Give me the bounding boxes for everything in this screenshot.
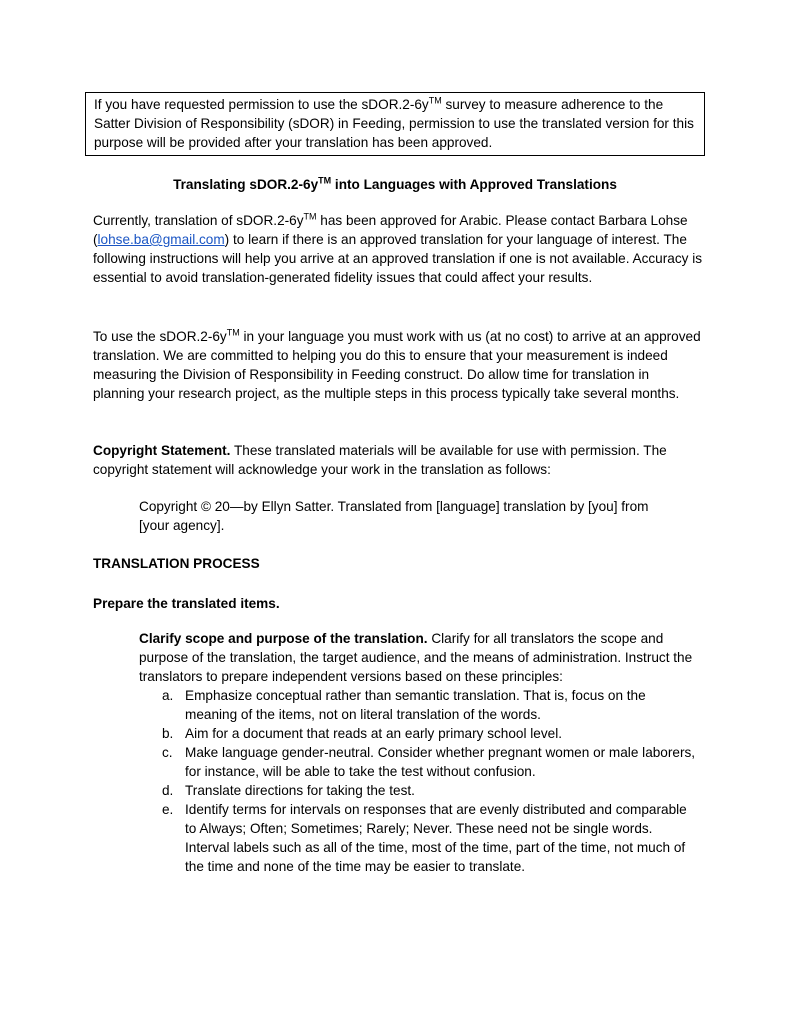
- permission-notice-box: [85, 92, 705, 156]
- para2-start: To use the sDOR.2-6y: [93, 329, 227, 344]
- notice-text-start: If you have requested permission to use the sDOR.2-6y: [94, 97, 429, 112]
- contact-email-link[interactable]: lohse.ba@gmail.com: [97, 232, 225, 247]
- trademark-mark: TM: [226, 327, 240, 338]
- trademark-mark: TM: [428, 95, 442, 106]
- notice-text-end: survey to measure adherence to the Satter Division of Responsibility (sDOR) in Feeding, permission to use the translated version for this purpose will be provided after your translation has been approved.: [94, 97, 694, 150]
- clarify-scope-paragraph: [139, 629, 699, 686]
- list-item: [139, 743, 699, 781]
- list-item-text: Aim for a document that reads at an early primary school level.: [185, 726, 563, 741]
- para1-middle: has been approved for Arabic. Please contact Barbara Lohse (: [93, 213, 688, 247]
- list-marker: b.: [162, 726, 174, 741]
- para1-start: Currently, translation of sDOR.2-6y: [93, 213, 304, 228]
- clarify-text: Clarify for all translators the scope and purpose of the translation, the target audience, and the means of administration. Instruct the translators to prepare independent versions based on these principles:: [139, 631, 693, 684]
- list-marker: a.: [162, 688, 174, 703]
- list-marker: e.: [162, 802, 174, 817]
- copyright-label: Copyright Statement.: [93, 443, 231, 458]
- list-item-text: Make language gender-neutral. Consider whether pregnant women or male laborers, for instance, will be able to take the test without confusion.: [185, 745, 696, 779]
- para1-end: ) to learn if there is an approved translation for your language of interest. The following instructions will help you arrive at an approved translation if one is not available. Accuracy is essential to avoid translation-generated fidelity issues that could affect your results.: [93, 232, 703, 285]
- list-item: [139, 724, 699, 743]
- clarify-label: Clarify scope and purpose of the translation.: [139, 631, 428, 646]
- list-item-text: Emphasize conceptual rather than semantic translation. That is, focus on the meaning of the items, not on literal translation of the words.: [185, 688, 646, 722]
- page-heading: [95, 175, 695, 194]
- list-marker: d.: [162, 783, 174, 798]
- trademark-mark: TM: [318, 175, 332, 186]
- list-item: [139, 781, 699, 800]
- permission-notice-text: [94, 95, 696, 152]
- copyright-text: These translated materials will be available for use with permission. The copyright statement will acknowledge your work in the translation as follows:: [93, 443, 667, 477]
- list-item-text: Translate directions for taking the test.: [185, 783, 415, 798]
- usage-requirements-paragraph: [93, 327, 703, 403]
- approved-translations-paragraph: [93, 211, 703, 287]
- list-item: [139, 800, 699, 876]
- copyright-paragraph: [93, 441, 703, 479]
- heading-end: into Languages with Approved Translations: [331, 177, 617, 192]
- list-item-text: Identify terms for intervals on responses that are evenly distributed and comparable to Always; Often; Sometimes; Rarely; Never. These need not be single words. Interval labels such as all of the time, most of the time, part of the time, not much of the time and none of the time may be easier to translate.: [185, 802, 687, 874]
- section-heading: TRANSLATION PROCESS: [93, 556, 260, 571]
- para2-end: in your language you must work with us (at no cost) to arrive at an approved translation. We are committed to helping you do this to ensure that your measurement is indeed measuring the Division of Responsibility in Feeding construct. Do allow time for translation in planning your research project, as the multiple steps in this process typically take several months.: [93, 329, 701, 401]
- translation-principles-list: [139, 686, 699, 876]
- copyright-statement-quote: Copyright © 20—by Ellyn Satter. Translated from [language] translation by [you] from [your agency].: [139, 499, 649, 533]
- subsection-heading: Prepare the translated items.: [93, 596, 280, 611]
- trademark-mark: TM: [303, 211, 317, 222]
- list-marker: c.: [162, 745, 173, 760]
- list-item: [139, 686, 699, 724]
- heading-start: Translating sDOR.2-6y: [173, 177, 319, 192]
